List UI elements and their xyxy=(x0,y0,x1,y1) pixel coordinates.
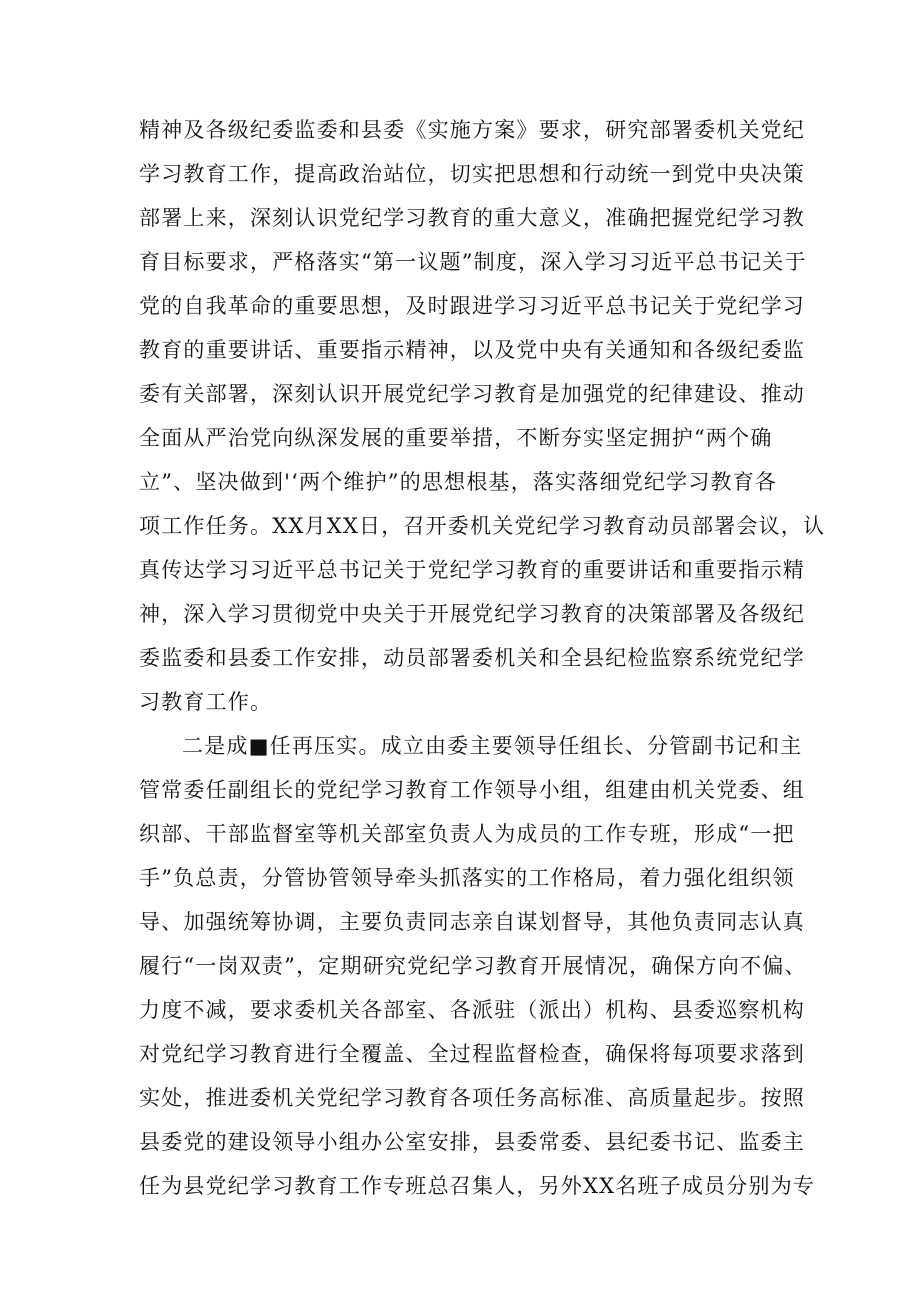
text-line: 力度不减，要求委机关各部室、各派驻（派出）机构、县委巡察机构 xyxy=(139,998,805,1022)
text-line: 履行“一岗双责”，定期研究党纪学习教育开展情况，确保方向不偏、 xyxy=(139,954,807,978)
text-line: 项工作任务。XX月XX日，召开委机关党纪学习教育动员部署会议，认 xyxy=(139,514,826,538)
text-line: 教育的重要讲话、重要指示精神，以及党中央有关通知和各级纪委监 xyxy=(139,338,805,362)
text-line: 委监委和县委工作安排，动员部署委机关和全县纪检监察系统党纪学 xyxy=(139,646,805,670)
text-line: 县委党的建设领导小组办公室安排，县委常委、县纪委书记、监委主 xyxy=(139,1130,805,1154)
text-line: 手”负总责，分管协管领导牵头抓落实的工作格局，着力强化组织领 xyxy=(139,866,795,890)
text-line: 育目标要求，严格落实“第一议题”制度，深入学习习近平总书记关于 xyxy=(139,250,807,274)
text-line: 神，深入学习贯彻党中央关于开展党纪学习教育的决策部署及各级纪 xyxy=(139,602,805,626)
text-line: 党的自我革命的重要思想，及时跟进学习习近平总书记关于党纪学习 xyxy=(139,294,805,318)
text-line: 习教育工作。 xyxy=(139,690,273,714)
text-line: 织部、干部监督室等机关部室负责人为成员的工作专班，形成“一把 xyxy=(139,822,795,846)
text-line: 任为县党纪学习教育工作专班总召集人，另外XX名班子成员分别为专 xyxy=(139,1174,816,1198)
text-line: 对党纪学习教育进行全覆盖、全过程监督检查，确保将每项要求落到 xyxy=(139,1042,805,1066)
text-line: 真传达学习习近平总书记关于党纪学习教育的重要讲话和重要指示精 xyxy=(139,558,805,582)
text-line: 精神及各级纪委监委和县委《实施方案》要求，研究部署委机关党纪 xyxy=(139,118,805,142)
text-line: 实处，推进委机关党纪学习教育各项任务高标准、高质量起步。按照 xyxy=(139,1086,805,1110)
text-line: 管常委任副组长的党纪学习教育工作领导小组，组建由机关党委、组 xyxy=(139,778,805,802)
text-line: 全面从严治党向纵深发展的重要举措，不断夯实坚定拥护“两个确 xyxy=(139,426,773,450)
text-line: 部署上来，深刻认识党纪学习教育的重大意义，准确把握党纪学习教 xyxy=(139,206,805,230)
text-line: 立”、坚决做到'‘两个维护”的思想根基，落实落细党纪学习教育各 xyxy=(139,470,778,494)
text-line: 导、加强统筹协调，主要负责同志亲自谋划督导，其他负责同志认真 xyxy=(139,910,805,934)
text-line: 学习教育工作，提高政治站位，切实把思想和行动统一到党中央决策 xyxy=(139,162,805,186)
text-line: 二是成■任再压实。成立由委主要领导任组长、分管副书记和主 xyxy=(182,734,803,758)
text-line: 委有关部署，深刻认识开展党纪学习教育是加强党的纪律建设、推动 xyxy=(139,382,805,406)
